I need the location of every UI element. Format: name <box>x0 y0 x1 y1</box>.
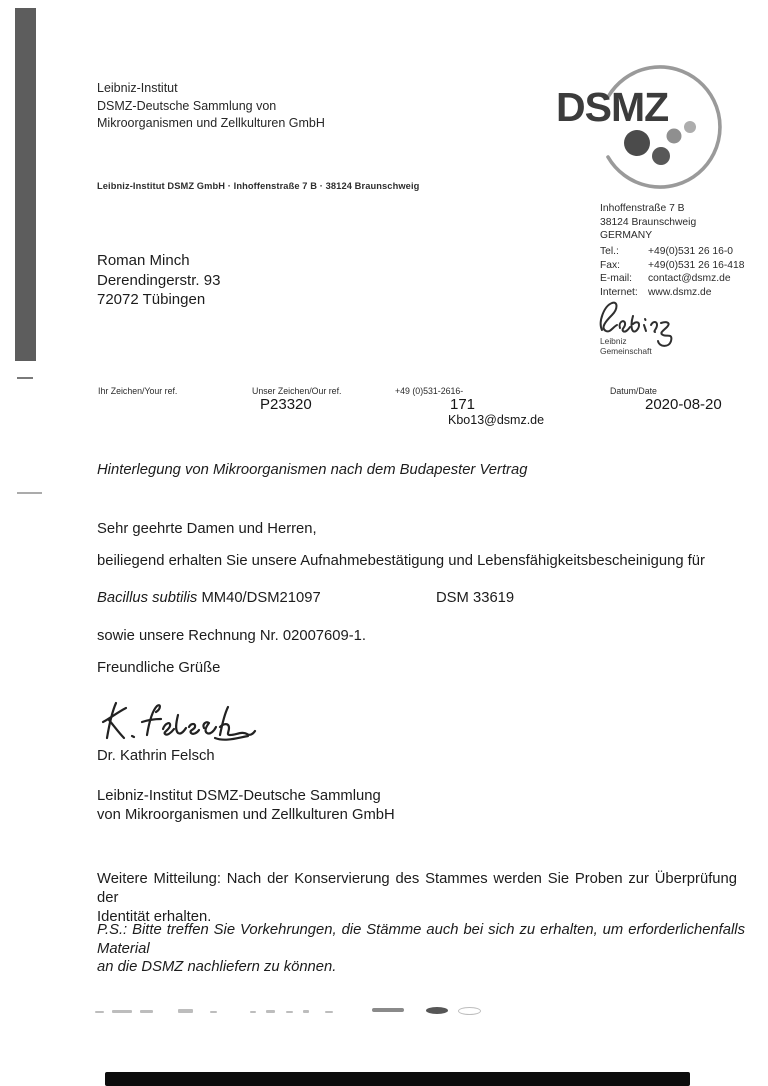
handwritten-signature <box>93 697 258 743</box>
fold-mark <box>17 377 33 379</box>
scan-bottom-bar <box>105 1072 690 1086</box>
contact-person-email: Kbo13@dsmz.de <box>448 413 545 427</box>
recipient-city: 72072 Tübingen <box>97 291 206 308</box>
internet-value: www.dsmz.de <box>648 286 712 298</box>
fax-label: Fax: <box>600 259 621 271</box>
email-value: contact@dsmz.de <box>648 273 731 284</box>
subject-line: Hinterlegung von Mikroorganismen nach dem Budapester Vertrag <box>97 462 528 478</box>
phone-extension: 171 <box>450 396 476 413</box>
signer-organization <box>97 787 395 825</box>
strain-species: Bacillus subtilis <box>97 590 198 606</box>
notice-line: Weitere Mitteilung: Nach der Konservierung des Stammes werden Sie Proben zur Überprüfung der <box>97 871 737 906</box>
institute-name-block <box>97 80 325 133</box>
institute-line: DSMZ-Deutsche Sammlung von <box>97 98 277 113</box>
internet-label: Internet: <box>600 286 638 298</box>
strain-dsm-number: DSM 33619 <box>436 590 515 606</box>
leibniz-label-line: Leibniz <box>600 336 627 346</box>
contact-row-tel <box>600 245 744 259</box>
footer-dark-blob <box>426 1007 448 1014</box>
sender-return-address: Leibniz-Institut DSMZ GmbH · Inhoffenstraße 7 B · 38124 Braunschweig <box>97 181 420 191</box>
fax-value: +49(0)531 26 16-418 <box>648 259 745 271</box>
fold-mark <box>17 492 42 494</box>
phone-label: +49 (0)531-2616- <box>395 386 464 396</box>
contact-details-block <box>600 245 744 299</box>
signer-org-line: von Mikroorganismen und Zellkulturen GmbH <box>97 807 395 823</box>
contact-address-block <box>600 202 696 243</box>
dsmz-logo-text: DSMZ <box>556 84 669 130</box>
institute-line: Mikroorganismen und Zellkulturen GmbH <box>97 116 325 130</box>
strain-designation: MM40/DSM21097 <box>197 590 321 606</box>
postscript-line: an die DSMZ nachliefern zu können. <box>97 959 337 975</box>
contact-address-line: 38124 Braunschweig <box>600 216 697 228</box>
contact-row-fax <box>600 259 744 273</box>
invoice-line: sowie unsere Rechnung Nr. 02007609-1. <box>97 628 366 644</box>
closing-line: Freundliche Grüße <box>97 660 221 676</box>
intro-line: beiliegend erhalten Sie unsere Aufnahmebestätigung und Lebensfähigkeitsbescheinigung für <box>97 553 705 569</box>
tel-label: Tel.: <box>600 246 619 257</box>
signer-org-line: Leibniz-Institut DSMZ-Deutsche Sammlung <box>97 788 381 804</box>
email-label: E-mail: <box>600 273 633 284</box>
contact-address-line: GERMANY <box>600 230 653 241</box>
footer-dark-mark <box>372 1008 404 1012</box>
postscript <box>97 921 745 977</box>
leibniz-gemeinschaft-label <box>600 336 652 356</box>
tel-value: +49(0)531 26 16-0 <box>648 246 734 257</box>
leibniz-label-line: Gemeinschaft <box>600 346 652 356</box>
recipient-address-block <box>97 251 220 310</box>
our-ref-label: Unser Zeichen/Our ref. <box>252 386 342 396</box>
strain-line <box>97 590 321 606</box>
our-ref-value: P23320 <box>260 396 312 413</box>
date-label: Datum/Date <box>610 386 657 396</box>
date-value: 2020-08-20 <box>645 396 722 413</box>
signer-name: Dr. Kathrin Felsch <box>97 748 215 764</box>
salutation: Sehr geehrte Damen und Herren, <box>97 521 317 537</box>
postscript-line: P.S.: Bitte treffen Sie Vorkehrungen, die Stämme auch bei sich zu erhalten, um erforderlichenfalls Material <box>97 922 745 957</box>
recipient-street: Derendingerstr. 93 <box>97 271 221 289</box>
contact-row-email <box>600 272 744 286</box>
recipient-name: Roman Minch <box>97 252 190 269</box>
footer-light-ring <box>458 1007 481 1015</box>
scan-edge-bar <box>15 8 36 361</box>
institute-line: Leibniz-Institut <box>97 81 178 95</box>
your-ref-label: Ihr Zeichen/Your ref. <box>98 386 178 396</box>
notice-line: Identität erhalten. <box>97 909 212 925</box>
contact-address-line: Inhoffenstraße 7 B <box>600 203 685 214</box>
further-notice <box>97 870 737 927</box>
